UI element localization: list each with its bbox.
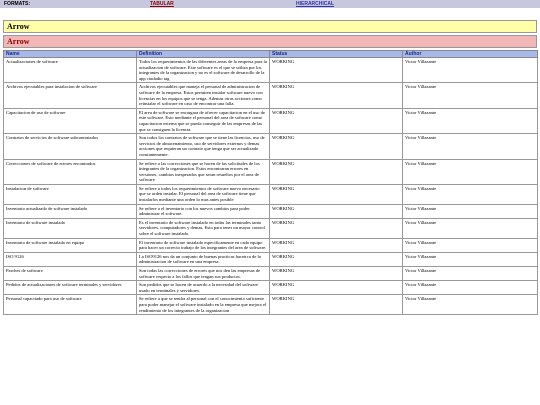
cell-status: WORKING xyxy=(270,134,403,159)
table-row xyxy=(4,204,538,218)
column-header-status: Status xyxy=(270,51,403,58)
cell-status: WORKING xyxy=(270,295,403,315)
cell-author: Victor Villazante xyxy=(403,108,538,133)
cell-status: WORKING xyxy=(270,281,403,295)
cell-definition: Se refiere a que se tendra al personal con el conocimiento suficiente para poder manejar el software instalado en la empresa que mejora el rendimiento de los integrantes de la organizacion xyxy=(137,295,270,315)
cell-author: Victor Villazante xyxy=(403,238,538,252)
cell-author: Victor Villazante xyxy=(403,281,538,295)
cell-definition: Es el inventario de software instalado en todas las terminales tanto servidores, computadores y demas. Esto para tener un mayor control sobre el software instalado. xyxy=(137,218,270,238)
cell-definition: Son todas las correcciones de errores que nos den las empresas de software respecto a los fallos que tengan sus productos. xyxy=(137,267,270,281)
cell-status: WORKING xyxy=(270,204,403,218)
cell-name: Parches de software xyxy=(4,267,137,281)
element-table xyxy=(3,50,538,315)
table-row xyxy=(4,218,538,238)
table-row xyxy=(4,238,538,252)
table-row xyxy=(4,295,538,315)
tabular-link[interactable]: TABULAR xyxy=(150,1,174,7)
table-row xyxy=(4,159,538,184)
cell-name: Contratos de servicios de software subcontratados xyxy=(4,134,137,159)
cell-status: WORKING xyxy=(270,83,403,108)
table-row xyxy=(4,252,538,266)
cell-author: Victor Villazante xyxy=(403,83,538,108)
cell-author: Victor Villazante xyxy=(403,218,538,238)
formats-label: FORMATS: xyxy=(4,1,31,7)
column-header-name: Name xyxy=(4,51,137,58)
cell-name: Inventario actualizado de software instalado xyxy=(4,204,137,218)
cell-status: WORKING xyxy=(270,218,403,238)
table-row xyxy=(4,108,538,133)
cell-name: Personal capacitado para uso de software xyxy=(4,295,137,315)
column-header-author: Author xyxy=(403,51,538,58)
table-header-row xyxy=(4,51,538,58)
table-row xyxy=(4,134,538,159)
cell-author: Victor Villazante xyxy=(403,267,538,281)
cell-definition: Son todos los contratos de software que se tiene las licencias, uso de servicios de almacenamiento, uso de servidores externos y demas acciones que requieran un contrato que tenga que ser actualizado constantemente. xyxy=(137,134,270,159)
cell-name: Archivos ejecutables para instalacion de software xyxy=(4,83,137,108)
cell-author: Victor Villazante xyxy=(403,159,538,184)
cell-status: WORKING xyxy=(270,252,403,266)
cell-definition: Archivos ejecutables que maneja el personal de administracion de software de la empresa. Estos permiten instalar software nuevo con licencias en los equipos que se tenga. Ademas otras acciones como reinstalar el software en caso de encontrar una falla. xyxy=(137,83,270,108)
cell-definition: Se refiere a el inventario con los nuevos cambios para poder administrar el software. xyxy=(137,204,270,218)
cell-name: Instalacion de software xyxy=(4,184,137,204)
cell-name: Inventario de software instalado xyxy=(4,218,137,238)
cell-status: WORKING xyxy=(270,159,403,184)
cell-author: Victor Villazante xyxy=(403,252,538,266)
cell-name: Correcciones de software de errores encontrados xyxy=(4,159,137,184)
hierarchical-link[interactable]: HIERARCHICAL xyxy=(296,1,335,7)
cell-status: WORKING xyxy=(270,58,403,83)
cell-status: WORKING xyxy=(270,238,403,252)
table-row xyxy=(4,281,538,295)
cell-author: Victor Villazante xyxy=(403,134,538,159)
cell-author: Victor Villazante xyxy=(403,295,538,315)
cell-definition: El area de software se encargara de ofrecer capacitacion en el uso de este software. Esto mediante el personal del area de software como capacitacion externa que se pueda conseguir de las empresas de las que se consiguen la licencia. xyxy=(137,108,270,133)
table-row xyxy=(4,58,538,83)
cell-definition: Se refiere a todos los requerimientos de software nuevo necesario que se orden instalar. El personal del area de software tiene que instalarlos mediante una orden lo mas antes posible xyxy=(137,184,270,204)
cell-definition: Se refiere a las correcciones que se hacen de las solicitudes de los integrantes de la organizacion. Estos encontraran errores en versiones, cambios inesperados que seran resueltos por el area de software xyxy=(137,159,270,184)
cell-name: Actualizaciones de software xyxy=(4,58,137,83)
formats-bar xyxy=(0,0,540,8)
cell-name: Inventario de software instalado en equipo xyxy=(4,238,137,252)
page-heading: Arrow xyxy=(3,20,537,33)
cell-author: Victor Villazante xyxy=(403,204,538,218)
table-row xyxy=(4,83,538,108)
column-header-definition: Definition xyxy=(137,51,270,58)
cell-definition: Todos los requerimientos de las diferentes areas de la empresa para la actualizacion de software. Este software es el que se utiliza por los integrantes de la organizacion y no es el software de desarrollo de la app ciudadio tag xyxy=(137,58,270,83)
cell-name: ISO 9126 xyxy=(4,252,137,266)
cell-status: WORKING xyxy=(270,184,403,204)
table-row xyxy=(4,184,538,204)
cell-name: Capacitacion de uso de software xyxy=(4,108,137,133)
cell-status: WORKING xyxy=(270,108,403,133)
cell-definition: La ISO9126 nos da un conjunto de buenas practicas haceirca de la administracion de software en una empresa. xyxy=(137,252,270,266)
cell-author: Victor Villazante xyxy=(403,58,538,83)
section-heading: Arrow xyxy=(3,35,537,48)
table-row xyxy=(4,267,538,281)
cell-status: WORKING xyxy=(270,267,403,281)
cell-name: Pedidos de actualizaciones de software terminales y servidores xyxy=(4,281,137,295)
cell-author: Victor Villazante xyxy=(403,184,538,204)
cell-definition: Son pedidos que se hacen de acuerdo a la necesidad del software usado en terminales y servidores. xyxy=(137,281,270,295)
cell-definition: El inventario de software instalado especificamente en cada equipo para hacer un correcto trabajo de los integrantes del area de software. xyxy=(137,238,270,252)
